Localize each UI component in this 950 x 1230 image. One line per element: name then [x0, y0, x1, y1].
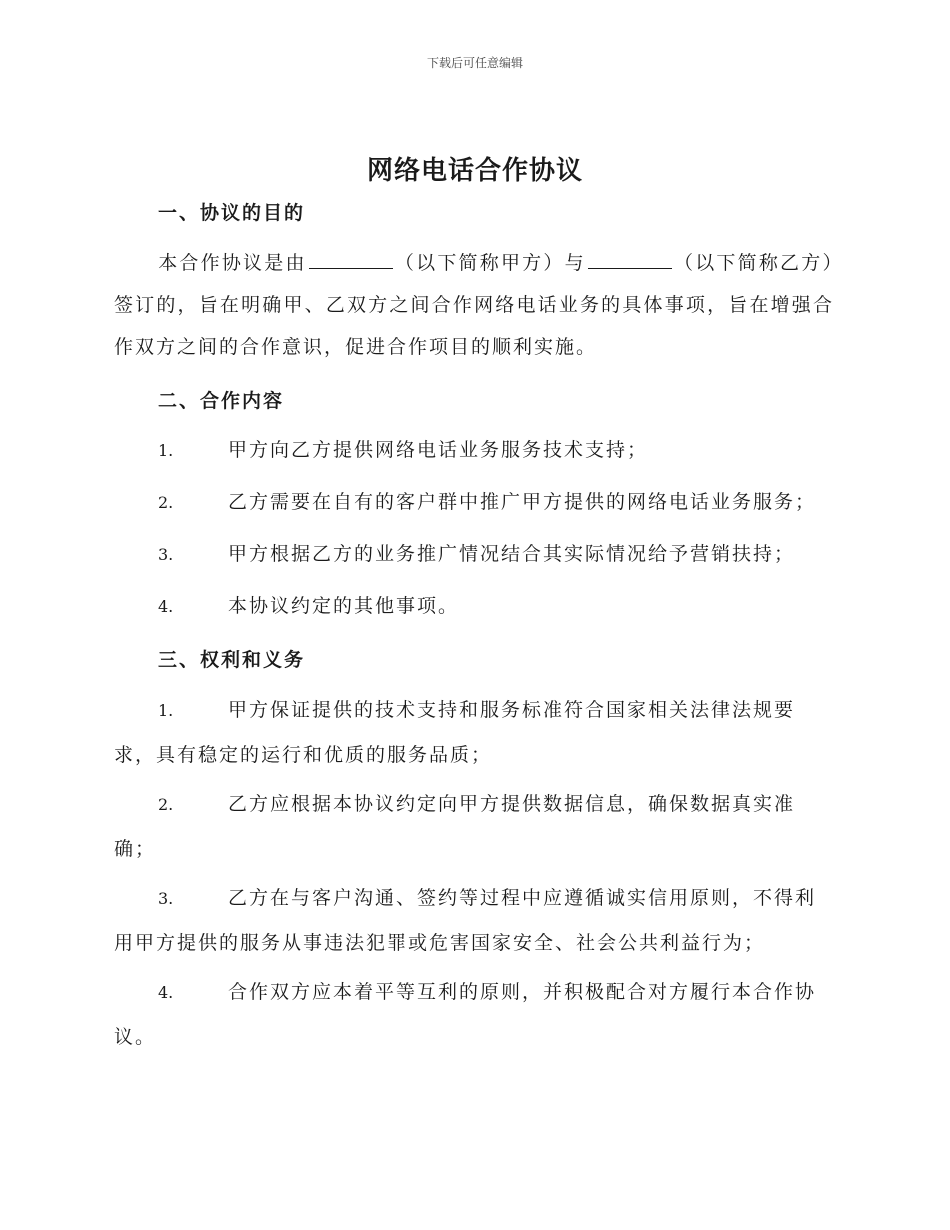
purpose-text-part1: 本合作协议是由 [158, 252, 307, 274]
item-number: 2. [158, 795, 174, 814]
purpose-text-part2: （以下简称甲方）与 [394, 252, 586, 274]
item-text: 乙方在与客户沟通、签约等过程中应遵循诚实信用原则，不得利用甲方提供的服务从事违法犯罪或危害国家安全、社会公共利益行为； [114, 887, 817, 954]
item-number: 4. [158, 983, 174, 1002]
section-heading-content: 二、合作内容 [158, 390, 285, 412]
purpose-paragraph [114, 242, 834, 368]
item-text: 甲方根据乙方的业务推广情况结合其实际情况给予营销扶持； [228, 543, 796, 565]
item-text: 合作双方应本着平等互利的原则，并积极配合对方履行本合作协议。 [114, 981, 817, 1048]
content-item-3 [114, 528, 834, 581]
rights-item-4 [114, 970, 834, 1059]
item-text: 甲方保证提供的技术支持和服务标准符合国家相关法律法规要求，具有稳定的运行和优质的服务品质； [114, 699, 796, 766]
rights-item-3 [114, 876, 834, 965]
item-number: 3. [158, 545, 174, 564]
item-text: 乙方应根据本协议约定向甲方提供数据信息，确保数据真实准确； [114, 793, 796, 860]
item-number: 4. [158, 597, 174, 616]
purpose-text-part3: （以下简称乙方）签订的，旨在明确甲、乙双方之间合作网络电话业务的具体事项，旨在增强合作双方之间的合作意识，促进合作项目的顺利实施。 [114, 252, 834, 358]
item-text: 甲方向乙方提供网络电话业务服务技术支持； [228, 439, 649, 461]
section-heading-purpose: 一、协议的目的 [158, 202, 306, 224]
party-b-blank [588, 250, 672, 269]
item-number: 3. [158, 889, 174, 908]
item-number: 2. [158, 493, 174, 512]
item-text: 乙方需要在自有的客户群中推广甲方提供的网络电话业务服务； [228, 491, 817, 513]
party-a-blank [309, 250, 393, 269]
item-text: 本协议约定的其他事项。 [228, 595, 460, 617]
rights-item-2 [114, 782, 834, 871]
item-number: 1. [158, 701, 174, 720]
content-item-1 [114, 424, 834, 477]
page-header-note: 下载后可任意编辑 [426, 56, 523, 70]
content-item-4 [114, 580, 834, 633]
content-item-2 [114, 476, 834, 529]
item-number: 1. [158, 441, 174, 460]
rights-item-1 [114, 688, 834, 777]
document-title: 网络电话合作协议 [366, 156, 583, 186]
section-heading-rights: 三、权利和义务 [158, 649, 306, 671]
